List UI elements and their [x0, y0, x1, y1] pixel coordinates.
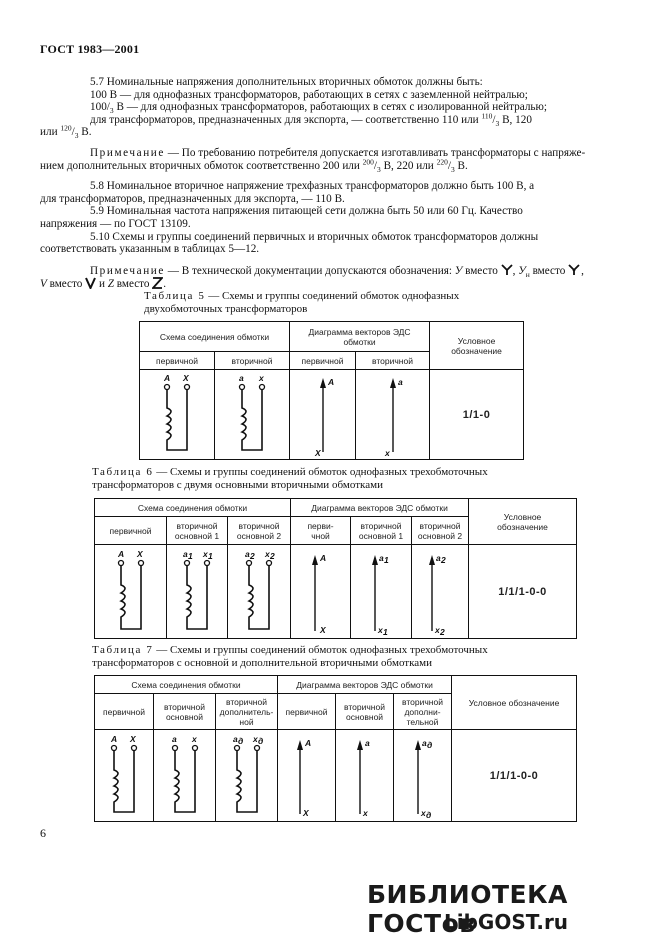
subheader-scheme-main-2: вторичной основной 2	[228, 517, 291, 545]
header-diagram: Диаграмма векторов ЭДС обмотки	[290, 322, 430, 352]
clause-5-8: 5.8 Номинальное вторичное напряжение трехфазных трансформаторов должно быть 100 В, а	[90, 180, 535, 193]
header-scheme: Схема соединения обмотки	[95, 676, 278, 694]
svg-text:x: x	[203, 548, 208, 559]
winding-coil-icon	[169, 547, 225, 637]
clause-5-8-cont: для трансформаторов, предназначенных для экспорта, — 110 В.	[40, 192, 345, 205]
svg-text:a: a	[421, 737, 427, 748]
svg-text:x: x	[435, 624, 440, 635]
clause-5-7-intro: 5.7 Номинальные напряжения дополнительных вторичных обмоток должны быть:	[90, 76, 483, 88]
winding-diagram-additional	[216, 730, 278, 822]
svg-text:x: x	[191, 733, 197, 744]
header-designation: Условное обозначение	[430, 322, 524, 370]
winding-coil-icon	[147, 372, 207, 458]
winding-coil-icon	[103, 547, 159, 637]
winding-coil-icon	[231, 547, 287, 637]
svg-text:x: x	[420, 807, 426, 818]
svg-text:X: X	[319, 624, 326, 635]
vector-diagram-additional	[394, 730, 452, 822]
clause-5-7-item-3-cont: или $^{120}/_3$ В.	[40, 123, 92, 141]
clause-5-10-cont: соответствовать указанным в таблицах 5—12.	[40, 243, 260, 256]
table-5-caption: Таблица 5 — Схемы и группы соединений обмоток однофазных двухобмоточных трансформаторов	[144, 290, 460, 315]
designation-value: 1/1/1-0-0	[452, 730, 577, 822]
document-header: ГОСТ 1983—2001	[40, 42, 140, 56]
header-diagram: Диаграмма векторов ЭДС обмотки	[291, 499, 469, 517]
subheader-scheme-secondary: вторичной	[215, 352, 290, 370]
header-designation: Условное обозначение	[469, 499, 577, 545]
winding-coil-icon	[220, 732, 274, 820]
vector-diagram-primary	[278, 730, 336, 822]
subheader-diagram-primary: первичной	[278, 694, 336, 730]
star-neutral-connection-icon	[568, 264, 581, 276]
svg-text:a: a	[364, 737, 370, 748]
svg-text:x: x	[252, 733, 258, 744]
svg-text:X: X	[302, 807, 309, 818]
svg-text:A: A	[111, 733, 118, 744]
vector-diagram-secondary	[356, 370, 430, 460]
subheader-diagram-main: вторичной основной	[336, 694, 394, 730]
svg-text:1: 1	[208, 550, 213, 561]
winding-diagram-primary	[140, 370, 215, 460]
open-delta-icon	[85, 277, 96, 289]
winding-diagram-secondary	[215, 370, 290, 460]
header-designation: Условное обозначение	[452, 676, 577, 730]
winding-diagram-main-1	[167, 545, 228, 639]
subheader-scheme-additional: вторичной дополнитель- ной	[216, 694, 278, 730]
table-5	[139, 321, 524, 460]
vector-diagram-main-2	[412, 545, 469, 639]
svg-text:x: x	[378, 624, 383, 635]
vector-arrow-icon	[295, 372, 351, 458]
winding-diagram-primary	[95, 730, 154, 822]
subheader-scheme-primary: первичной	[140, 352, 215, 370]
clause-5-7-item-2: $100/_3$ В — для однофазных трансформаторов, работающих в сетях с изолированной нейтралью;	[90, 101, 547, 116]
subheader-scheme-main: вторичной основной	[154, 694, 216, 730]
svg-text:д: д	[257, 735, 263, 746]
designation-value: 1/1-0	[430, 370, 524, 460]
svg-text:a: a	[379, 552, 384, 563]
svg-text:1: 1	[384, 554, 389, 565]
vector-diagram-main-1	[351, 545, 412, 639]
winding-coil-icon	[222, 372, 282, 458]
clause-5-9: 5.9 Номинальная частота напряжения питающей сети должна быть 50 или 60 Гц. Качество	[90, 205, 523, 218]
vector-arrow-icon	[353, 547, 409, 637]
winding-diagram-primary	[95, 545, 167, 639]
subheader-diagram-primary: первичной	[290, 352, 356, 370]
svg-text:x: x	[362, 807, 368, 818]
clause-5-7-item-3: для трансформаторов, предназначенных для экспорта, — соответственно 110 или $^{110}/_3$ В, 120	[90, 111, 532, 129]
svg-text:a: a	[171, 733, 177, 744]
vector-arrow-icon	[365, 372, 421, 458]
body-text	[40, 76, 625, 291]
winding-diagram-main-2	[228, 545, 291, 639]
winding-diagram-main	[154, 730, 216, 822]
svg-text:д: д	[425, 809, 431, 820]
clause-5-7-item-1: 100 В — для однофазных трансформаторов, работающих в сетях с заземленной нейтралью;	[90, 88, 528, 101]
vector-arrow-icon	[396, 732, 450, 820]
watermark-library: БИБЛИОТЕКА ГОСТов	[367, 880, 568, 938]
table-7-caption: Таблица 7 — Схемы и группы соединений обмоток однофазных трехобмоточных трансформаторов с основной и дополнительной вторичными обмотками	[92, 644, 488, 669]
zigzag-connection-icon	[152, 277, 163, 289]
svg-text:a: a	[436, 552, 441, 563]
svg-text:a: a	[239, 372, 244, 383]
winding-coil-icon	[158, 732, 212, 820]
note-1: Примечание — По требованию потребителя допускается изготавливать трансформаторы с напряже-	[90, 146, 586, 159]
note-2-cont: V вместо и Z вместо .	[40, 278, 167, 291]
page-number: 6	[40, 826, 46, 840]
winding-coil-icon	[97, 732, 151, 820]
vector-arrow-icon	[293, 547, 349, 637]
table-6	[94, 498, 577, 639]
watermark-site: LibGOST.ru	[444, 910, 569, 934]
subheader-diagram-primary: перви- чной	[291, 517, 351, 545]
svg-text:x: x	[265, 548, 270, 559]
vector-arrow-icon	[412, 547, 468, 637]
vector-diagram-primary	[291, 545, 351, 639]
svg-text:X: X	[130, 733, 136, 744]
svg-text:A: A	[164, 372, 171, 383]
subheader-diagram-main-1: вторичной основной 1	[351, 517, 412, 545]
header-scheme: Схема соединения обмотки	[140, 322, 290, 352]
vector-diagram-primary	[290, 370, 356, 460]
svg-text:A: A	[117, 548, 124, 559]
svg-text:2: 2	[270, 550, 275, 561]
svg-text:A: A	[327, 376, 334, 387]
vector-arrow-icon	[280, 732, 334, 820]
header-diagram: Диаграмма векторов ЭДС обмотки	[278, 676, 452, 694]
svg-text:A: A	[319, 552, 326, 563]
svg-text:a: a	[232, 733, 238, 744]
svg-text:X: X	[314, 447, 321, 458]
svg-text:x: x	[259, 372, 264, 383]
clause-5-9-cont: напряжения — по ГОСТ 13109.	[40, 217, 191, 230]
svg-text:X: X	[136, 548, 143, 559]
svg-text:2: 2	[441, 554, 446, 565]
note-1-cont: нием дополнительных вторичных обмоток соответственно 200 или $^{200}/_3$ В, 220 или $^{220}/_3$ В.	[40, 156, 468, 174]
svg-text:a: a	[245, 548, 250, 559]
note-2: Примечание — В технической документации допускаются обозначения: У вместо , $У_н$ вместо ,	[90, 264, 584, 279]
clause-5-10: 5.10 Схемы и группы соединений первичных и вторичных обмоток трансформаторов должны	[90, 230, 539, 243]
table-7	[94, 675, 577, 822]
svg-text:a: a	[397, 376, 403, 387]
subheader-scheme-primary: первичной	[95, 694, 154, 730]
star-connection-icon	[501, 264, 513, 276]
svg-text:2: 2	[440, 626, 445, 637]
svg-text:2: 2	[250, 550, 255, 561]
svg-text:X: X	[183, 372, 189, 383]
vector-arrow-icon	[338, 732, 392, 820]
subheader-diagram-additional: вторичной дополни- тельной	[394, 694, 452, 730]
svg-text:д: д	[237, 735, 243, 746]
table-6-caption: Таблица 6 — Схемы и группы соединений обмоток однофазных трехобмоточных трансформаторов с двумя основными вторичными обмотками	[92, 466, 488, 491]
svg-text:a: a	[183, 548, 188, 559]
svg-text:1: 1	[383, 626, 388, 637]
svg-text:д: д	[426, 739, 432, 750]
header-scheme: Схема соединения обмотки	[95, 499, 291, 517]
subheader-diagram-main-2: вторичной основной 2	[412, 517, 469, 545]
subheader-diagram-secondary: вторичной	[356, 352, 430, 370]
designation-value: 1/1/1-0-0	[469, 545, 577, 639]
svg-text:x: x	[384, 447, 390, 458]
vector-diagram-main	[336, 730, 394, 822]
svg-text:1: 1	[188, 550, 193, 561]
subheader-scheme-main-1: вторичной основной 1	[167, 517, 228, 545]
subheader-scheme-primary: первичной	[95, 517, 167, 545]
svg-text:A: A	[304, 737, 311, 748]
